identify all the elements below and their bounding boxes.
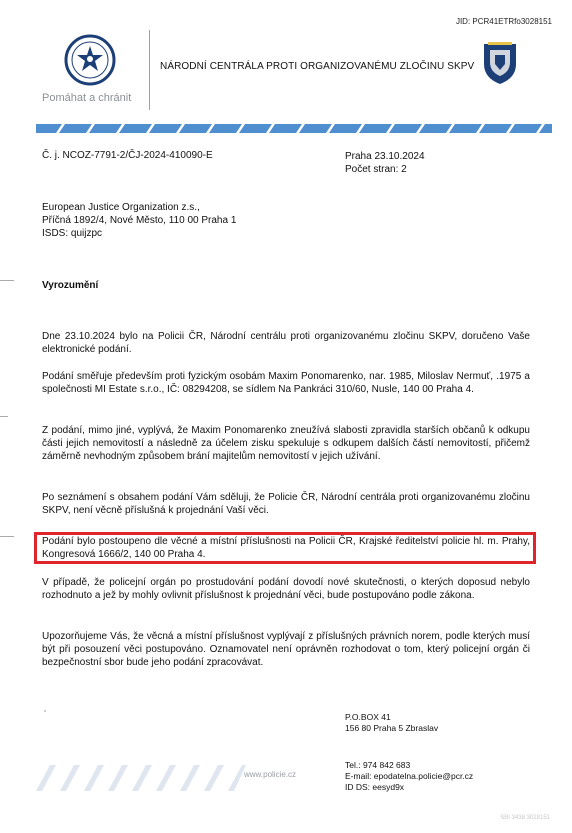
case-number: Č. j. NCOZ-7791-2/ČJ-2024-410090-E [42, 150, 213, 161]
paragraph: Dne 23.10.2024 bylo na Policii ČR, Národní centrálu proti organizovanému zločinu SKPV, doručeno Vaše elektronické podání. [42, 331, 530, 355]
header-divider [149, 30, 150, 110]
paragraph: Podání směřuje především proti fyzickým osobám Maxim Ponomarenko, nar. 1985, Miloslav Nermuť, .1975 a společnosti MI Estate s.r.o., IČ: 08294208, se sídlem Na Pankráci 310/60, Nusle, 140 00 Praha 4. [42, 371, 530, 395]
police-star-badge-icon [60, 32, 120, 92]
place-date: Praha 23.10.2024 [345, 151, 425, 162]
contact-block [345, 760, 473, 793]
speck [44, 710, 46, 712]
header-band [36, 124, 552, 133]
footer-band [36, 765, 246, 791]
recipient-line: ISDS: quijzpc [42, 228, 103, 239]
document-jid: JID: PCR41ETRfo3028151 [455, 17, 552, 26]
recipient-address [42, 201, 236, 240]
pobox: P.O.BOX 41 [345, 712, 391, 722]
fold-mark [0, 280, 14, 281]
paragraph: V případě, že policejní orgán po prostudování podání dovodí nové skutečnosti, o kterých doposud nebylo rozhodnuto a jež by mohly ovlivnit příslušnost k projednání věci, bude postupováno podle zákona. [42, 577, 530, 601]
crest [480, 40, 520, 86]
data-box-id: ID DS: eesyd9x [345, 782, 405, 792]
highlight-box [34, 532, 536, 564]
highlighted-paragraph: Podání bylo postoupeno dle věcné a místní příslušnosti na Policii ČR, Krajské ředitelství policie hl. m. Prahy, Kongresová 1666/2, 140 00 Praha 4. [42, 536, 530, 560]
paragraph: Z podání, mimo jiné, vyplývá, že Maxim Ponomarenko zneužívá slabosti zpravidla starších občanů k odkupu části jejich nemovitostí a následně za účelem zisku spekuluje s odkupem dalších částí nemovitostí, přičemž záměrně nevhodným způsobem brání majitelům nemovitostí v jejich užívání. [42, 425, 530, 462]
page-count: Počet stran: 2 [345, 164, 407, 175]
website-link[interactable]: www.policie.cz [244, 770, 297, 779]
motto: Pomáhat a chránit [42, 92, 132, 104]
date-block [345, 150, 425, 176]
fold-mark [0, 536, 14, 537]
document-title: Vyrozumění [42, 280, 99, 291]
postal-code: 156 80 Praha 5 Zbraslav [345, 723, 439, 733]
telephone: Tel.: 974 842 683 [345, 760, 411, 770]
paragraph: Upozorňujeme Vás, že věcná a místní příslušnost vyplývají z příslušných právních norem, podle kterých musí být při posouzení věci postupováno. Oznamovatel není oprávněn rozhodovat o tom, který policejní orgán či bezpečnostní sbor bude jeho podání zpracovávat. [42, 631, 530, 668]
punch-mark [0, 416, 8, 417]
organization-name: NÁRODNÍ CENTRÁLA PROTI ORGANIZOVANÉMU ZLOČINU SKPV [160, 61, 475, 72]
recipient-line: European Justice Organization z.s., [42, 202, 200, 213]
lion-shield-crest-icon [480, 40, 520, 86]
email: E-mail: epodatelna.policie@pcr.cz [345, 771, 474, 781]
paragraph: Po seznámení s obsahem podání Vám sděluji, že Policie ČR, Národní centrála proti organizovanému zločinu SKPV, není věcně příslušná k projednání Vaší věci. [42, 492, 530, 516]
recipient-line: Příčná 1892/4, Nové Město, 110 00 Praha 1 [42, 215, 237, 226]
serial-number: SBI 3438 3028151 [500, 815, 550, 821]
postal-address [345, 712, 438, 734]
